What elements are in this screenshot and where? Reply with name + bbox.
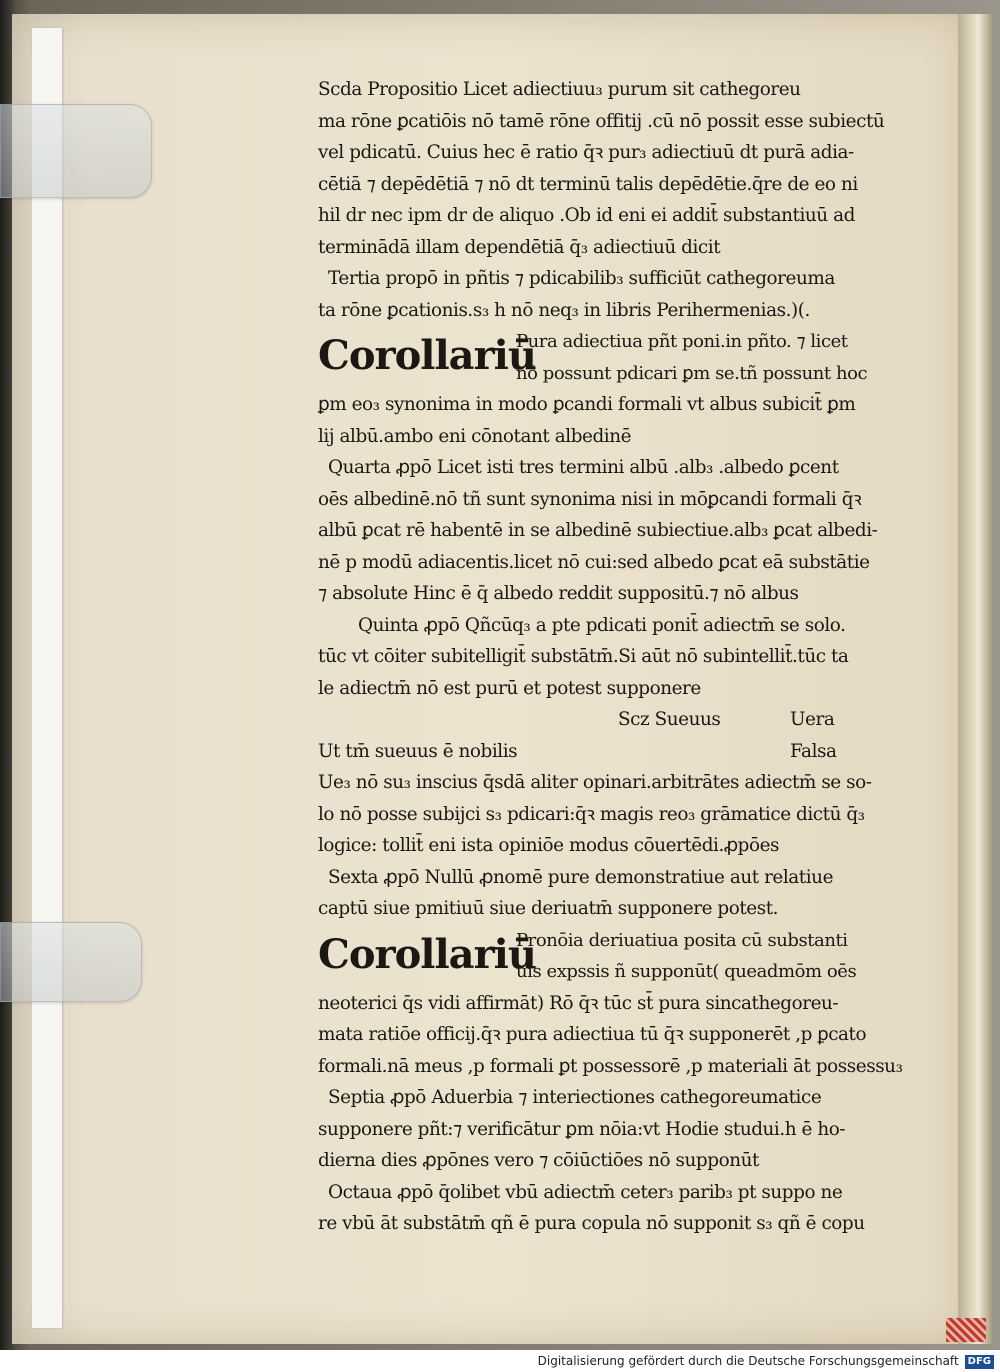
example-falsa: Falsa — [790, 740, 837, 762]
text-line: hil dr nec ipm dr de aliquo .Ob id eni ei addit̄ substantiuū ad — [318, 205, 855, 226]
text-line: supponere pñt:⁊ verificātur ꝑm nōia:vt Hodie studui.h ē ho- — [318, 1118, 846, 1140]
text-line: ⁊ absolute Hinc ē q̄ albedo reddit suppositū.⁊ nō albus — [318, 583, 799, 604]
text-line: ma rōne ꝑcatiōis nō tamē rōne offitij .cū nō possit esse subiectū — [318, 110, 885, 132]
page-text-block — [318, 74, 903, 1240]
text-line: terminādā illam dependētiā q̄₃ adiectiuū dicit — [318, 236, 721, 258]
corollary-heading-2 — [318, 925, 903, 988]
example-row-bottom — [318, 736, 903, 768]
text-line: le adiectm̄ nō est purū et potest supponere — [318, 677, 701, 699]
text-line: vel pdicatū. Cuius hec ē ratio q̄ꝛ pur₃ adiectiuū dt purā adia- — [318, 142, 854, 163]
text-line: oēs albedinē.nō tñ sunt synonima nisi in mōꝑcandi formali q̄ꝛ — [318, 488, 862, 510]
text-line: albū ꝑcat rē habentē in se albedinē subiectiue.alb₃ ꝑcat albedi- — [318, 520, 878, 541]
text-line: Quarta ꝓpō Licet isti tres termini albū .alb₃ .albedo ꝑcent — [328, 457, 839, 478]
text-line: lij albū.ambo eni cōnotant albedinē — [318, 425, 632, 447]
text-line: Octaua ꝓpō q̄olibet vbū adiectm̄ ceter₃ parib₃ pt suppo ne — [328, 1181, 843, 1203]
text-line: Tertia propō in pñtis ⁊ pdicabilib₃ sufficiūt cathegoreuma — [328, 268, 835, 289]
example-sentence: Ut tm̄ sueuus ē nobilis — [318, 740, 518, 762]
text-line: ta rōne ꝑcationis.s₃ h nō neq₃ in libris Perihermenias.)(. — [318, 299, 810, 321]
text-line: re vbū āt substātm̄ qñ ē pura copula nō supponit s₃ qñ ē copu — [318, 1213, 865, 1234]
text-line: nō possunt pdicari ꝑm se.tñ possunt hoc — [516, 362, 868, 384]
text-line: cētiā ⁊ depēdētiā ⁊ nō dt terminū talis depēdētie.q̄re de eo ni — [318, 173, 858, 195]
text-line: Pronōia deriuatiua posita cū substanti — [516, 929, 848, 951]
text-line: neoterici q̄s vidi affirmāt) Rō q̄ꝛ tūc st̄ pura sincathegoreu- — [318, 992, 839, 1014]
text-line: Pura adiectiua pñt poni.in pñto. ⁊ licet — [516, 331, 848, 352]
footer-credit: Digitalisierung gefördert durch die Deutsche Forschungsgemeinschaft — [537, 1354, 959, 1368]
footer-bar — [0, 1350, 1000, 1372]
example-vera: Uera — [790, 709, 835, 730]
text-line: nē p modū adiacentis.licet nō cui:sed albedo ꝑcat eā substātie — [318, 551, 870, 573]
page-holder-clip-top — [0, 104, 152, 198]
text-line: Quinta ꝓpō Qñcūq₃ a pte pdicati ponit̄ adiectm̄ se solo. — [358, 614, 846, 636]
text-line: Ue₃ nō su₃ inscius q̄sdā aliter opinari.arbitrātes adiectm̄ se so- — [318, 772, 872, 793]
corollary-heading-1 — [318, 326, 903, 389]
corollary-word: Corollariū — [318, 332, 536, 379]
page-holder-clip-bottom — [0, 922, 142, 1002]
text-line: mata ratiōe officij.q̄ꝛ pura adiectiua tū q̄ꝛ supponerēt ,p ꝑcato — [318, 1024, 867, 1045]
text-line: uis expssis ñ supponūt( queadmōm oēs — [516, 961, 857, 982]
page-edge — [958, 14, 992, 1344]
text-line: Sexta ꝓpō Nullū ꝓnomē pure demonstratiue aut relatiue — [328, 866, 833, 888]
example-bracket-text: Scz Sueuus — [618, 709, 721, 730]
text-line: formali.nā meus ,p formali ꝑt possessorē ,p materiali āt possessu₃ — [318, 1055, 903, 1077]
bookmark-ribbon — [946, 1318, 986, 1342]
text-line: lo nō posse subijci s₃ pdicari:q̄ꝛ magis reo₃ grāmatice dictū q̄₃ — [318, 803, 865, 825]
corollary-word: Corollariū — [318, 930, 536, 978]
text-line: logice: tollit̄ eni ista opiniōe modus cōuertēdi.ꝓpōes — [318, 835, 780, 856]
text-line: tūc vt cōiter subitelligit̄ substātm̄.Si aūt nō subintellit̄.tūc ta — [318, 646, 849, 667]
text-line: ꝑm eo₃ synonima in modo ꝑcandi formali vt albus subicit̄ ꝑm — [318, 394, 856, 415]
binding-strip — [32, 28, 62, 1328]
text-line: captū siue pmitiuū siue deriuatm̄ supponere potest. — [318, 898, 779, 919]
text-line: Scda Propositio Licet adiectiuu₃ purum sit cathegoreu — [318, 79, 801, 100]
text-line: dierna dies ꝓpōnes vero ⁊ cōiūctiōes nō supponūt — [318, 1150, 759, 1171]
text-line: Septia ꝓpō Aduerbia ⁊ interiectiones cathegoreumatice — [328, 1087, 822, 1108]
dfg-logo: DFG — [965, 1355, 994, 1369]
example-row-top — [318, 704, 903, 736]
